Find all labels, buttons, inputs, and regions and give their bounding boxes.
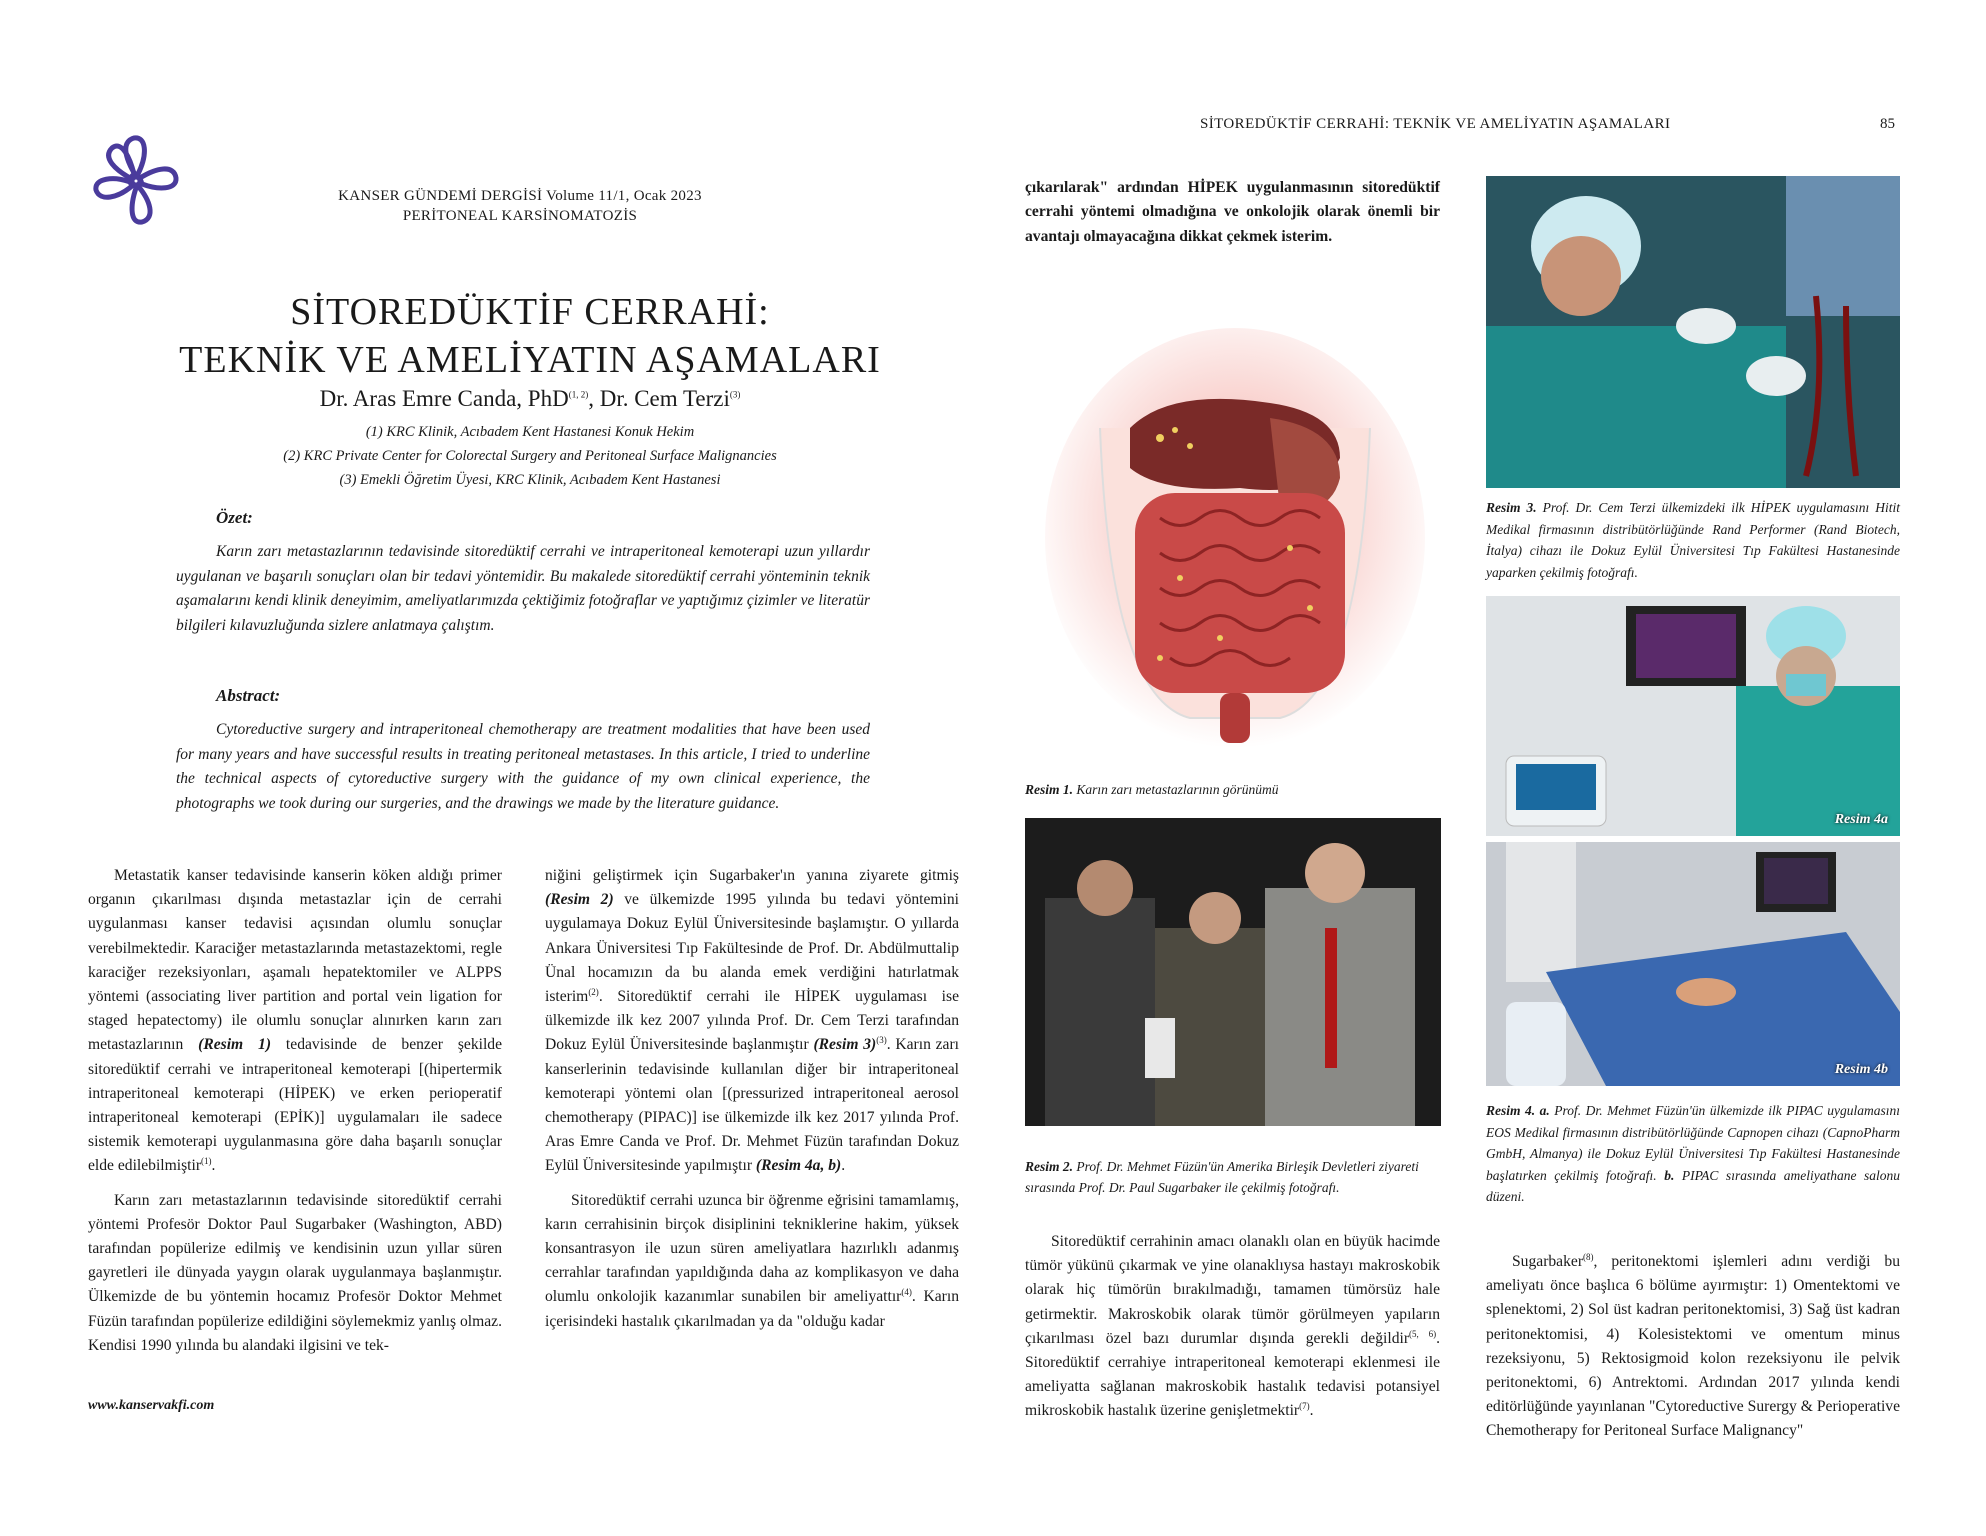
body-column-4-bottom [1486,1250,1900,1444]
figure-4a-label: Resim 4a [1834,812,1888,827]
text-run: . Karın zarı kanserlerinin tedavisinde kullanılan diğer bir intraperitoneal kemoterapi yöntemi olan [(pressurized intraperitoneal aerosol chemotherapy (PIPAC)] ise ülkemizde ilk kez 2017 yılında Prof. Aras Emre Canda ve Prof. Dr. Mehmet Füzün tarafından Dokuz Eylül Üniversitesinde yapılmıştır [545,1036,959,1175]
affiliation-3: (3) Emekli Öğretim Üyesi, KRC Klinik, Acıbadem Kent Hastanesi [339,472,721,488]
running-head: SİTOREDÜKTİF CERRAHİ: TEKNİK VE AMELİYATIN AŞAMALARI [1200,116,1671,132]
citation: (7) [1299,1401,1310,1412]
citation: (1) [201,1156,212,1167]
caption-text: Karın zarı metastazlarının görünümü [1073,782,1279,797]
author-1-affiliation: (1, 2) [568,389,589,400]
caption-label: Resim 4. a. [1486,1103,1550,1118]
paragraph [545,864,959,1179]
abstract-heading: Abstract: [216,686,281,705]
journal-name: KANSER GÜNDEMİ DERGİSİ Volume 11/1, Ocak 2023 [338,188,702,204]
text-run: tedavisinde de benzer şekilde sitoredüktif cerrahi ve intraperitoneal kemoterapi [(hipertermik intraperitoneal kemoterapi (HİPEK) ve erken perioperatif intraperitoneal kemoterapi (EPİK)] uygulamaları ile sadece sistemik kemoterapi uygulanmasına göre daha başarılı sonuçlar elde edilebilmiştir [88,1036,503,1175]
citation: (8) [1583,1251,1594,1262]
text-run: . [211,1157,216,1175]
ozet-text: Karın zarı metastazlarının tedavisinde sitoredüktif cerrahi ve intraperitoneal kemoterapi uzun yıllardır uygulanan ve başarılı sonuçları olan bir tedavi yöntemidir. Bu makalede sitoredüktif cerrahi yönteminin teknik aşamalarını kendi klinik deneyimim, ameliyatlarımızda çektiğimiz fotoğraflar ve yaptığımız çizimler ve literatür bilgileri kılavuzluğunda sizlere anlatmaya çalıştım. [176,543,870,634]
figure-ref: (Resim 3) [813,1036,877,1054]
caption-label-b: b. [1664,1167,1675,1183]
text-run: Sugarbaker [1512,1253,1584,1270]
figure-ref: (Resim 2) [545,891,614,909]
ozet-heading: Özet: [216,508,253,527]
text-run: . Sitoredüktif cerrahiye intraperitoneal kemoterapi eklenmesi ile ameliyatta sağlanan makroskobik hastalık tedavisi potansiyel mikroskobik hastalık üzerine genişletmektir [1025,1329,1440,1420]
figure-1-caption [1025,782,1445,798]
figure-3-caption [1486,497,1900,583]
caption-label: Resim 3. [1486,500,1537,515]
figure-3-photo [1486,176,1900,488]
citation: (4) [901,1287,912,1298]
affiliations [140,420,920,492]
figure-2-caption [1025,1156,1445,1198]
text-run: , peritonektomi işlemleri adını verdiği bu ameliyatı önce başlıca 6 bölüme ayırmıştır: 1) Omentektomi ve splenektomi, 2) Sol üst kadran peritonektomisi, 3) Sağ üst kadran peritonektomisi, 4) Kolesistektomi ve omentum minus rezeksiyonu, 5) Rektosigmoid kolon rezeksiyonu ile pelvik peritonektomi, 6) Antrektomi. Ardından 2017 yılında kendi editörlüğünde yayınlanan "Cytoreductive Surergy & Perioperative Chemotherapy for Peritoneal Surface Malignancy" [1486,1253,1900,1440]
figure-4a-photo [1486,596,1900,836]
author-separator: , [588,386,600,411]
affiliation-1: (1) KRC Klinik, Acıbadem Kent Hastanesi Konuk Hekim [365,424,695,440]
figure-4-caption [1486,1100,1900,1208]
text-run: niğini geliştirmek için Sugarbaker'ın yanına ziyarete gitmiş [545,867,959,884]
figure-1-illustration [1040,318,1430,758]
author-2-affiliation: (3) [729,389,741,400]
text-run: . Karın içerisindeki hastalık çıkarılmadan ya da "olduğu kadar [545,1288,959,1330]
abstract-text: Cytoreductive surgery and intraperitoneal chemotherapy are treatment modalities that have been used for many years and have successful results in treating peritoneal metastases. In this article, I tried to underline the technical aspects of cytoreductive surgery with the guidance of my own clinical experience, the photographs we took during our surgeries, and the drawings we made by the literature guidance. [176,721,870,812]
figure-ref: (Resim 4a, b) [755,1157,842,1175]
footer-website[interactable]: www.kanservakfi.com [88,1398,215,1413]
paragraph [1486,1250,1900,1444]
text-run: Sitoredüktif cerrahinin amacı olanaklı olan en büyük hacimde tümör yükünü çıkarmak ve yine olanaklıysa hastayı makroskobik olarak hiç tümörün bırakılmadığı, tamamen tümörsüz hale getirmektir. Makroskobik olarak tümör görülmeyen yapıların çıkarılması özel bazı durumlar dışında gerekli değildir [1025,1233,1440,1347]
caption-text: PIPAC sırasında ameliyathane salonu düzeni. [1486,1167,1901,1204]
paragraph [545,1189,959,1334]
caption-text: Prof. Dr. Cem Terzi ülkemizdeki ilk HİPEK uygulamasını Hitit Medikal firmasının distribütörlüğünde Rand Performer (Rand Biotech, İtalya) cihazı ile Dokuz Eylül Üniversitesi Tıp Fakültesi Hastanesinde yaparken çekilmiş fotoğrafı. [1486,500,1900,580]
figure-2-photo [1025,818,1441,1126]
body-column-3-bottom [1025,1230,1440,1424]
body-column-3-top: çıkarılarak" ardından HİPEK uygulanmasının sitoredüktif cerrahi yöntemi olmadığına ve onkolojik olarak önemli bir avantajı olmayacağına dikkat çekmek isterim. [1025,179,1440,245]
text-run: . [841,1157,846,1175]
text-run: ve ülkemizde 1995 yılında bu tedavi yöntemini uygulamaya Dokuz Eylül Üniversitesinde başlamıştır. O yıllarda Ankara Üniversitesi Tıp Fakültesinde de Prof. Dr. Abdülmuttalip Ünal hocamızın da bu alanda emek verdiğini hatırlatmak isterim [545,891,960,1006]
figure-4b-photo [1486,842,1900,1086]
text-run: . Sitoredüktif cerrahi ile HİPEK uygulaması ise ülkemizde ilk kez 2007 yılında Prof. Dr. Cem Terzi tarafından Dokuz Eylül Üniversitesinde başlanmıştır [545,988,959,1054]
caption-label: Resim 1. [1025,782,1074,797]
text-run: Sitoredüktif cerrahi uzunca bir öğrenme eğrisini tamamlamış, karın cerrahisinin birçok disiplinini tekniklerine hakim, yüksek konsantrasyon ile uzun süren ameliyatlara hazırlıklı adanmış cerrahlar tarafından yapıldığında daha az komplikasyon ve daha olumlu onkolojik kazanımlar sunabilen bir ameliyattır [545,1191,959,1306]
figure-4b-label: Resim 4b [1834,1062,1888,1077]
text-run: Metastatik kanser tedavisinde kanserin köken aldığı primer organın çıkarılması dışında metastazlar için de cerrahi uygulanması kanser tedavisi açısından olumlu sonuçlar verebilmektedir. Karaciğer metastazlarında metastazektomi, regle karaciğer rezeksiyonları, aşamalı hepatektomiler ve ALPPS yöntemi (associating liver partition and portal vein ligation for staged hepatectomy) ile olumlu sonuçlar alınırken karın zarı metastazlarının [88,867,502,1054]
article-title [140,288,920,384]
citation: (2) [588,986,599,997]
caption-text: Prof. Dr. Mehmet Füzün'ün ülkemizde ilk PIPAC uygulamasını EOS Medikal firmasının distribütörlüğünde Capnopen cihazı (CapnoPharm GmbH, Almanya) ile Dokuz Eylül Üniversitesi Tıp Fakültesi Hastanesinde başlatırken çekilmiş fotoğrafı. [1486,1103,1900,1183]
authors [140,386,920,412]
citation: (3) [876,1035,887,1046]
journal-logo [86,130,186,230]
paragraph: Karın zarı metastazlarının tedavisinde sitoredüktif cerrahi yöntemi Profesör Doktor Paul Sugarbaker (Washington, ABD) tarafından popülerize edilmiş ve kendisinin uzun yıllar süren gayretleri ile dünyada yaygın olarak uygulanmaya başlanmıştır. Ülkemizde de bu yöntemin hocamız Profesör Doktor Mehmet Füzün tarafından popülerize edildiğini söylemekmiz yanlış olmaz. Kendisi 1990 yılında bu alandaki ilgisini ve tek- [88,1191,502,1354]
affiliation-2: (2) KRC Private Center for Colorectal Surgery and Peritoneal Surface Malignancies [283,448,777,464]
figure-ref: (Resim 1) [198,1036,272,1054]
body-column-2 [545,864,959,1344]
author-2: Dr. Cem Terzi [599,386,730,411]
title-line-1: SİTOREDÜKTİF CERRAHİ: [290,291,770,333]
citation: (5, 6) [1409,1328,1437,1339]
caption-text: Prof. Dr. Mehmet Füzün'ün Amerika Birleşik Devletleri ziyareti sırasında Prof. Dr. Paul Sugarbaker ile çekilmiş fotoğrafı. [1025,1159,1419,1195]
paragraph [1025,1230,1440,1424]
author-1: Dr. Aras Emre Canda, PhD [319,386,569,411]
title-line-2: TEKNİK VE AMELİYATIN AŞAMALARI [179,339,881,381]
body-column-1 [88,864,502,1368]
journal-header [300,186,740,226]
caption-label: Resim 2. [1025,1159,1074,1174]
text-run: . [1309,1402,1314,1420]
page-number: 85 [1880,116,1895,132]
paragraph [88,864,502,1179]
journal-section: PERİTONEAL KARSİNOMATOZİS [402,208,638,224]
